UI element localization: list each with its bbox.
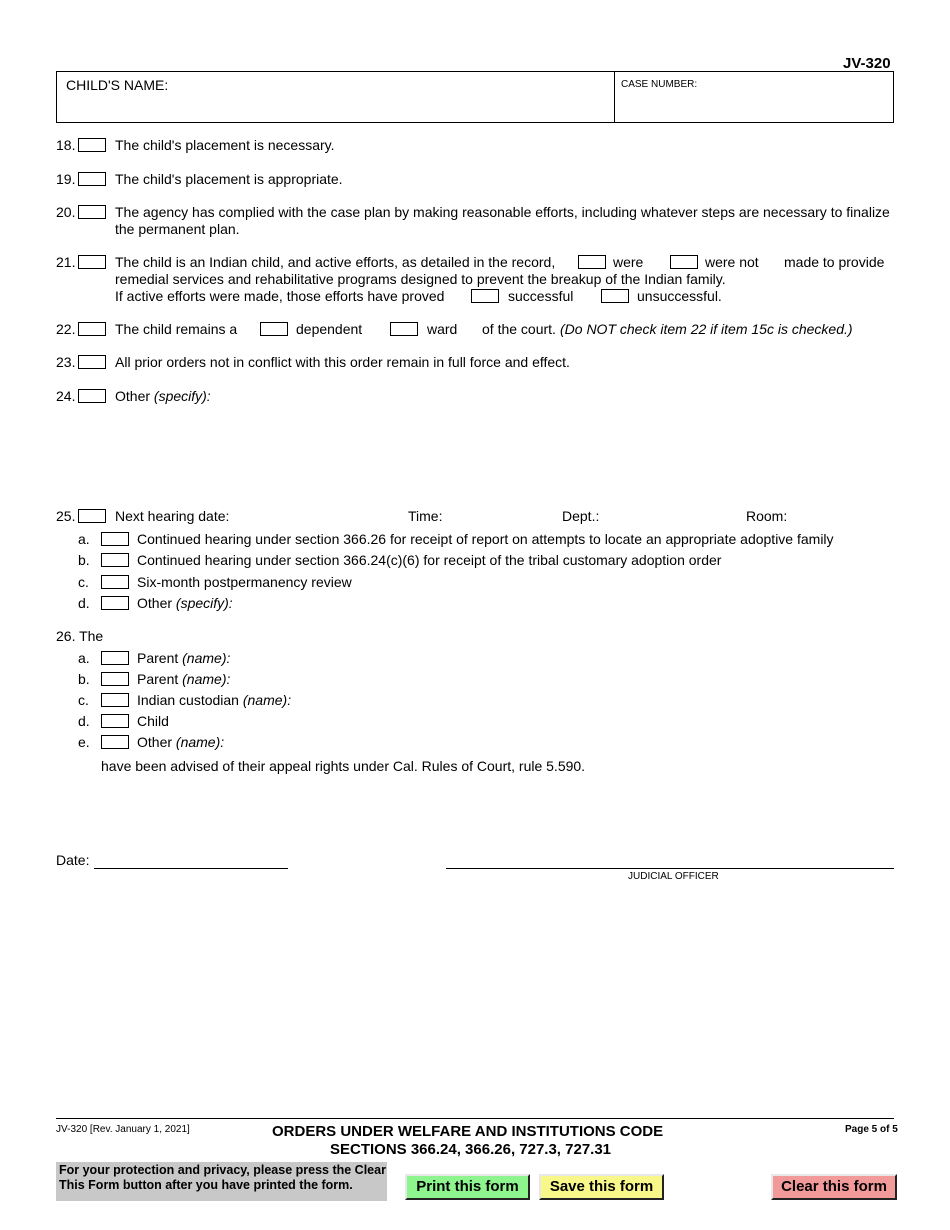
item-25c-checkbox[interactable]	[101, 575, 129, 589]
item-26b-text: Parent	[137, 671, 179, 687]
item-25c-letter: c.	[78, 574, 89, 590]
child-name-field[interactable]	[60, 95, 610, 119]
item-26d-checkbox[interactable]	[101, 714, 129, 728]
item-25-checkbox[interactable]	[78, 509, 106, 523]
item-26a-checkbox[interactable]	[101, 651, 129, 665]
item-25d-specify: (specify):	[175, 595, 233, 611]
item-25-number: 25.	[56, 508, 76, 524]
item-26c-label	[137, 692, 291, 708]
item-26b-letter: b.	[78, 671, 90, 687]
item-26a-label	[137, 650, 230, 666]
item-26e-name-hint: (name):	[175, 734, 225, 750]
item-21-number: 21.	[56, 254, 76, 270]
item-24-text: Other	[115, 388, 151, 404]
item-26e-text: Other	[137, 734, 173, 750]
item-22-dependent-label: dependent	[296, 321, 363, 337]
judicial-officer-line[interactable]	[446, 868, 894, 869]
item-25b-checkbox[interactable]	[101, 553, 129, 567]
footer-rule	[56, 1118, 894, 1119]
item-26c-letter: c.	[78, 692, 89, 708]
item-23-checkbox[interactable]	[78, 355, 106, 369]
item-21-were-not-label: were not	[705, 254, 759, 270]
header-divider	[614, 71, 615, 123]
item-26e-checkbox[interactable]	[101, 735, 129, 749]
hearing-time-label: Time:	[408, 508, 443, 524]
item-25d-checkbox[interactable]	[101, 596, 129, 610]
item-22-text: The child remains a	[115, 321, 238, 337]
hearing-date-label: Next hearing date:	[115, 508, 230, 524]
item-25b-text: Continued hearing under section 366.24(c)(6) for receipt of the tribal customary adoption order	[137, 552, 722, 568]
item-20-text-line2: the permanent plan.	[115, 221, 240, 237]
item-20-number: 20.	[56, 204, 76, 220]
item-25a-checkbox[interactable]	[101, 532, 129, 546]
item-18-number: 18.	[56, 137, 76, 153]
item-24-specify: (specify):	[153, 388, 211, 404]
item-25d-label	[137, 595, 233, 611]
privacy-notice-line1: For your protection and privacy, please press the Clear	[59, 1163, 386, 1177]
item-22-ward-label: ward	[427, 321, 458, 337]
item-23-number: 23.	[56, 354, 76, 370]
item-26b-checkbox[interactable]	[101, 672, 129, 686]
item-25a-text: Continued hearing under section 366.26 for receipt of report on attempts to locate an appropriate adoptive family	[137, 531, 834, 547]
item-26b-label	[137, 671, 230, 687]
save-form-button[interactable]: Save this form	[539, 1174, 664, 1200]
item-21-unsuccessful-label: unsuccessful.	[637, 288, 722, 304]
item-26a-name-hint: (name):	[182, 650, 231, 666]
page-number: Page 5 of 5	[845, 1124, 898, 1135]
item-25d-text: Other	[137, 595, 173, 611]
item-24-label	[115, 388, 211, 404]
hearing-dept-label: Dept.:	[562, 508, 600, 524]
item-20-checkbox[interactable]	[78, 205, 106, 219]
form-title-line2: SECTIONS 366.24, 366.26, 727.3, 727.31	[330, 1141, 612, 1158]
item-24-specify-field[interactable]	[115, 408, 890, 498]
privacy-notice	[56, 1162, 387, 1201]
item-22-checkbox[interactable]	[78, 322, 106, 336]
item-26c-checkbox[interactable]	[101, 693, 129, 707]
item-26a-text: Parent	[137, 650, 179, 666]
form-title-line1: ORDERS UNDER WELFARE AND INSTITUTIONS CODE	[272, 1123, 664, 1140]
item-18-text: The child's placement is necessary.	[115, 137, 335, 153]
item-26d-text: Child	[137, 713, 169, 729]
item-25d-letter: d.	[78, 595, 90, 611]
item-25a-letter: a.	[78, 531, 90, 547]
item-22-ward-checkbox[interactable]	[390, 322, 418, 336]
item-21-checkbox[interactable]	[78, 255, 106, 269]
item-21-line3: If active efforts were made, those efforts have proved	[115, 288, 445, 304]
item-25c-text: Six-month postpermanency review	[137, 574, 352, 590]
item-21-successful-checkbox[interactable]	[471, 289, 499, 303]
clear-form-button[interactable]: Clear this form	[771, 1174, 897, 1200]
child-name-label: CHILD'S NAME:	[66, 77, 169, 93]
item-26-closing: have been advised of their appeal rights under Cal. Rules of Court, rule 5.590.	[101, 758, 586, 774]
print-form-button[interactable]: Print this form	[405, 1174, 530, 1200]
case-number-label: CASE NUMBER:	[621, 79, 698, 90]
item-24-checkbox[interactable]	[78, 389, 106, 403]
item-20-text-line1: The agency has complied with the case plan by making reasonable efforts, including whatever steps are necessary to finalize	[115, 204, 890, 220]
hearing-room-label: Room:	[746, 508, 788, 524]
item-22-note: (Do NOT check item 22 if item 15c is checked.)	[560, 321, 853, 337]
item-26b-name-hint: (name):	[182, 671, 231, 687]
judicial-officer-label: JUDICIAL OFFICER	[628, 871, 719, 882]
item-23-text: All prior orders not in conflict with this order remain in full force and effect.	[115, 354, 570, 370]
revision-date: JV-320 [Rev. January 1, 2021]	[56, 1124, 190, 1135]
item-25b-letter: b.	[78, 552, 90, 568]
item-21-were-label: were	[613, 254, 644, 270]
date-label: Date:	[56, 852, 90, 868]
item-26e-label	[137, 734, 224, 750]
item-21-line2: remedial services and rehabilitative programs designed to prevent the breakup of the Indian family.	[115, 271, 726, 287]
item-21-successful-label: successful	[508, 288, 574, 304]
item-18-checkbox[interactable]	[78, 138, 106, 152]
item-19-text: The child's placement is appropriate.	[115, 171, 343, 187]
privacy-notice-line2: This Form button after you have printed the form.	[59, 1178, 353, 1192]
item-21-were-checkbox[interactable]	[578, 255, 606, 269]
item-26a-letter: a.	[78, 650, 90, 666]
item-21-made-text: made to provide	[784, 254, 885, 270]
item-21-text: The child is an Indian child, and active efforts, as detailed in the record,	[115, 254, 556, 270]
item-21-unsuccessful-checkbox[interactable]	[601, 289, 629, 303]
item-19-number: 19.	[56, 171, 76, 187]
item-22-dependent-checkbox[interactable]	[260, 322, 288, 336]
item-19-checkbox[interactable]	[78, 172, 106, 186]
item-26e-letter: e.	[78, 734, 90, 750]
item-24-number: 24.	[56, 388, 76, 404]
date-line[interactable]	[94, 868, 288, 869]
item-21-were-not-checkbox[interactable]	[670, 255, 698, 269]
form-id: JV-320	[843, 55, 891, 72]
item-22-of-court: of the court.	[482, 321, 556, 337]
item-22-number: 22.	[56, 321, 76, 337]
item-26d-letter: d.	[78, 713, 90, 729]
case-number-field[interactable]	[618, 95, 890, 119]
item-26c-text: Indian custodian	[137, 692, 239, 708]
item-26-intro: 26. The	[56, 628, 104, 644]
item-26c-name-hint: (name):	[242, 692, 292, 708]
